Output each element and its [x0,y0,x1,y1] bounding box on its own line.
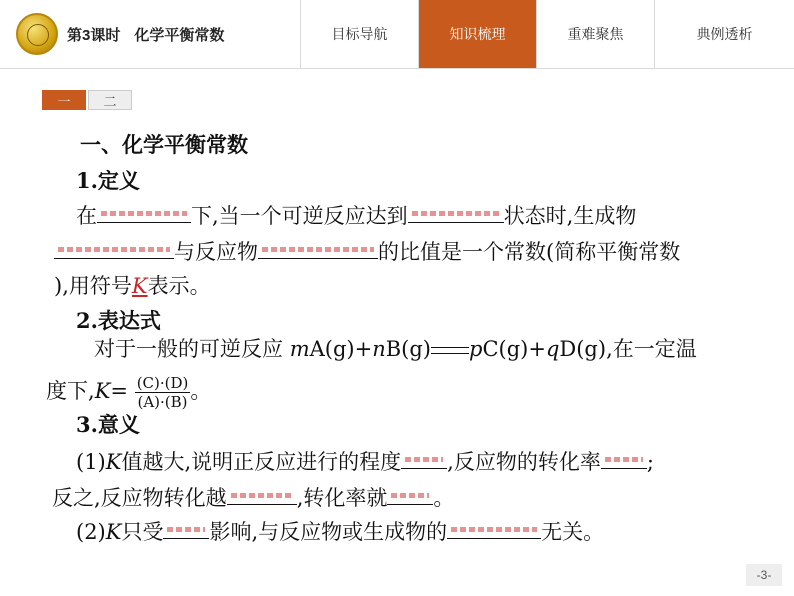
meaning-line-1: (1)K值越大,说明正反应进行的程度 ,反应物的转化率 ; [76,450,654,474]
blank-conversion[interactable] [601,448,647,469]
equilibrium-arrow-icon [431,344,469,358]
blank-condition[interactable] [97,202,191,223]
definition-line-1: 在 下,当一个可逆反应达到 状态时,生成物 [76,204,637,228]
section-heading: 一、化学平衡常数 [80,133,248,157]
nav-goals[interactable]: 目标导航 [300,0,418,68]
header-bar [0,0,794,69]
nav-focus[interactable]: 重难聚焦 [536,0,654,68]
blank-reactants[interactable] [258,238,378,259]
lesson-number: 第3课时 [67,27,121,44]
meaning-line-3: (2)K只受 影响,与反应物或生成物的 无关。 [76,520,605,544]
nav-knowledge[interactable]: 知识梳理 [418,0,536,68]
expression-title: 2.表达式 [76,308,161,333]
fraction-denominator: (A)·(B) [137,393,188,411]
symbol-k: K [131,274,148,298]
definition-line-2: 与反应物 的比值是一个常数(简称平衡常数 [54,238,680,265]
school-logo [16,13,58,55]
blank-state[interactable] [408,202,504,223]
blank-rate[interactable] [387,484,433,505]
meaning-line-2: 反之,反应物转化越 ,转化率就 。 [52,486,455,510]
meaning-title: 3.意义 [76,412,140,437]
definition-title: 1.定义 [76,168,140,193]
blank-degree[interactable] [401,448,447,469]
pager-tab-1[interactable]: 一 [42,90,86,110]
blank-conversion-degree[interactable] [227,484,297,505]
lesson-title [67,24,224,45]
page-number: -3- [746,564,782,586]
k-expression-fraction [135,374,191,411]
expression-line-1: 对于一般的可逆反应 mA(g)+nB(g) pC(g)+qD(g),在一定温 [94,337,697,361]
lesson-name: 化学平衡常数 [134,27,225,44]
expression-line-2: 度下,K= $\frac{(C)\cdot(D)}{(A)\cdot(B)}$ 。 [46,374,212,411]
pager-tab-2[interactable]: 二 [88,90,132,110]
fraction-numerator: (C)·(D) [136,374,189,392]
nav-examples[interactable]: 典例透析 [654,0,794,68]
blank-products[interactable] [54,238,174,259]
definition-line-3: ),用符号K表示。 [54,274,211,298]
blank-concentration[interactable] [447,518,541,539]
blank-temperature[interactable] [163,518,209,539]
